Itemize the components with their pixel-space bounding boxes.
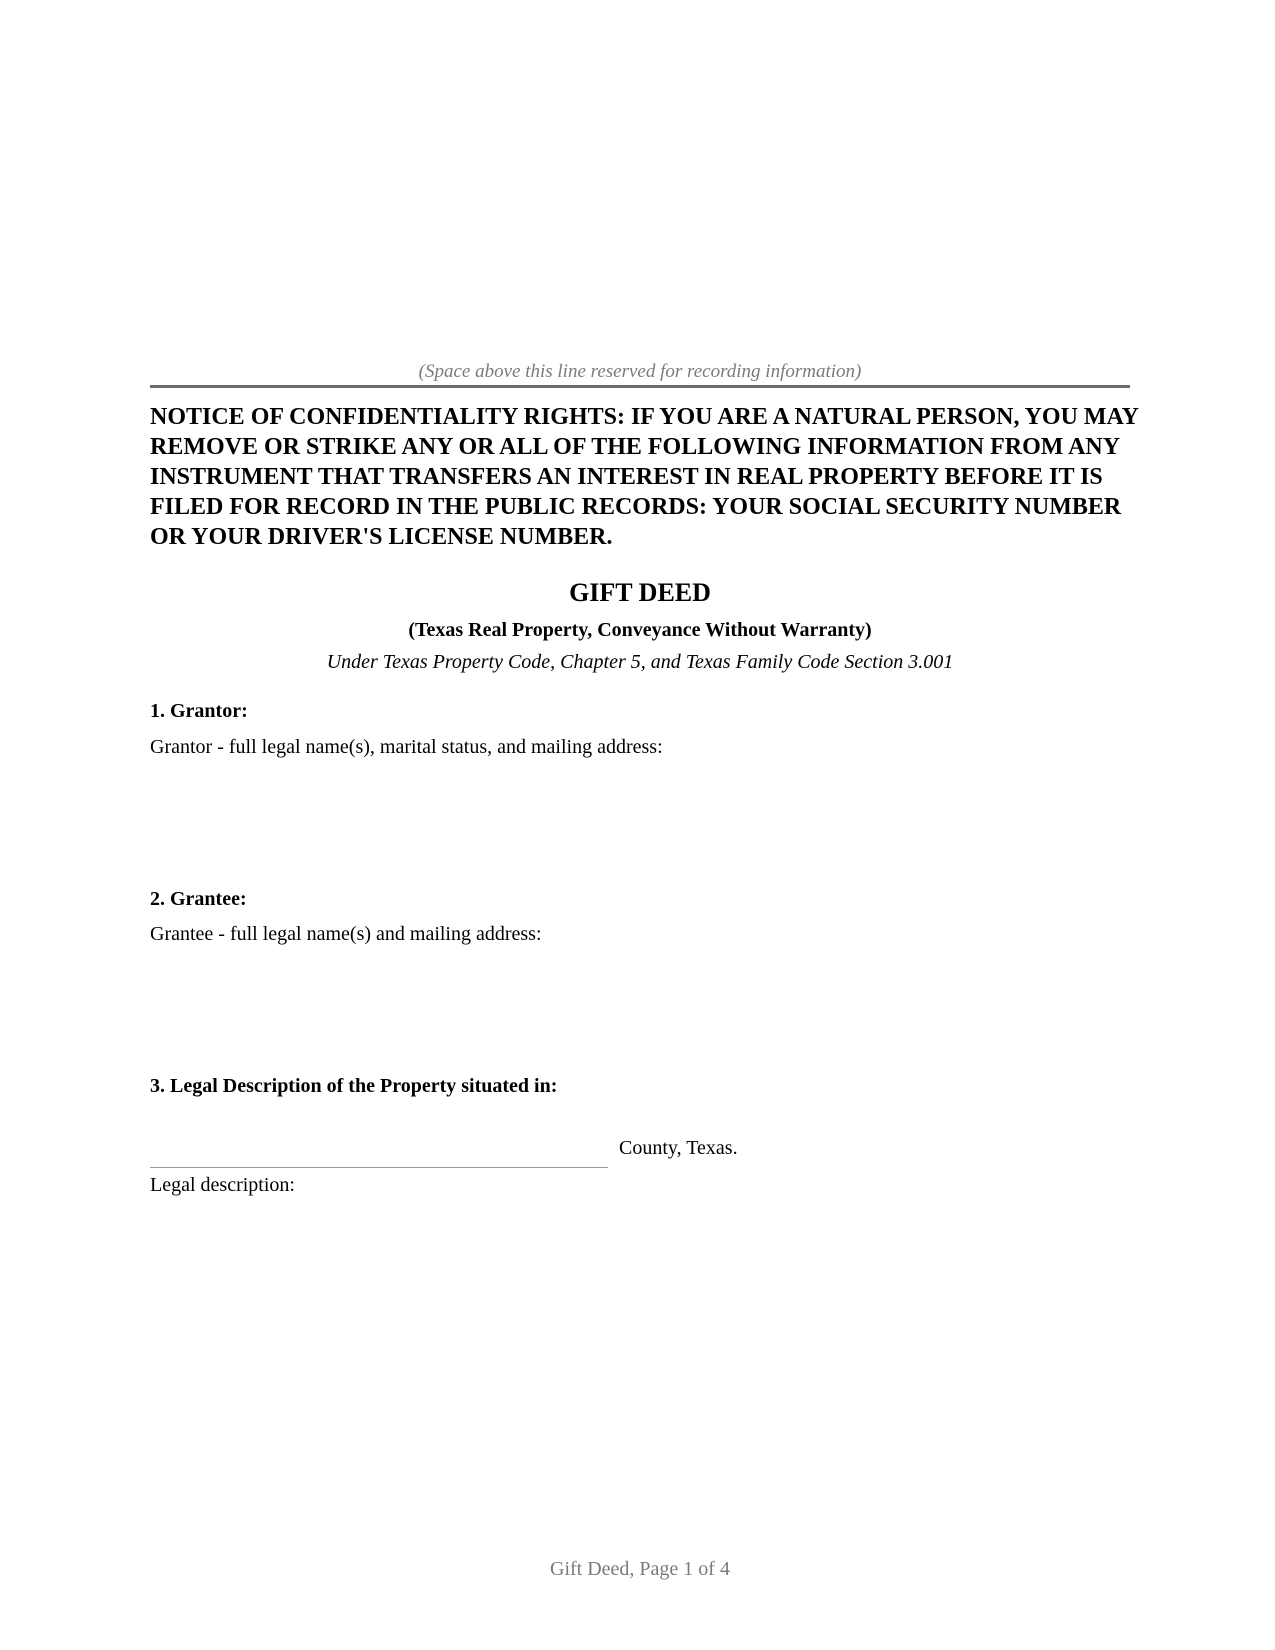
page-footer: Gift Deed, Page 1 of 4 [550, 1558, 730, 1580]
document-subtitle: (Texas Real Property, Conveyance Without Warranty) [408, 619, 872, 641]
document-title: GIFT DEED [569, 578, 711, 607]
recording-divider [150, 385, 1130, 388]
grantee-heading: 2. Grantee: [150, 888, 247, 910]
recording-space-note: (Space above this line reserved for recording information) [418, 361, 862, 382]
legal-description-label: Legal description: [150, 1174, 295, 1196]
grantor-label: Grantor - full legal name(s), marital status, and mailing address: [150, 736, 663, 758]
grantee-entry-area[interactable] [150, 952, 1130, 1062]
grantor-heading: 1. Grantor: [150, 700, 248, 722]
grantor-entry-area[interactable] [150, 765, 1130, 865]
county-suffix: County, Texas. [619, 1137, 738, 1159]
county-underline [150, 1167, 608, 1168]
legal-description-entry-area[interactable] [150, 1203, 1130, 1523]
grantee-label: Grantee - full legal name(s) and mailing address: [150, 923, 542, 945]
document-authority: Under Texas Property Code, Chapter 5, and Texas Family Code Section 3.001 [326, 651, 954, 673]
county-field[interactable] [150, 1136, 608, 1166]
property-heading: 3. Legal Description of the Property situated in: [150, 1075, 558, 1097]
confidentiality-notice: NOTICE OF CONFIDENTIALITY RIGHTS: IF YOU ARE A NATURAL PERSON, YOU MAY REMOVE OR STRIKE ANY OR ALL OF THE FOLLOWING INFORMATION FROM ANY INSTRUMENT THAT TRANSFERS AN INTEREST IN REAL PROPERTY BEFORE IT IS FILED FOR RECORD IN THE PUBLIC RECORDS: YOUR SOCIAL SECURITY NUMBER OR YOUR DRIVER'S LICENSE NUMBER. [150, 404, 1139, 550]
